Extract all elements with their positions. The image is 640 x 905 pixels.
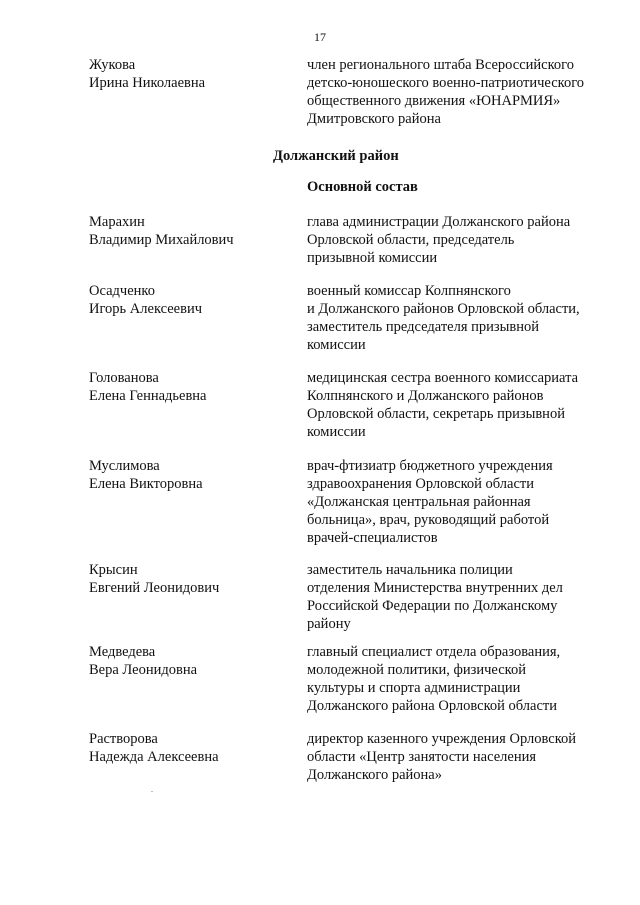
member-name bbox=[89, 457, 289, 493]
member-name bbox=[89, 56, 289, 92]
member-surname: Муслимова bbox=[89, 458, 160, 474]
page-number: 17 bbox=[314, 30, 326, 44]
subsection-heading: Основной состав bbox=[307, 179, 418, 195]
role-line: комиссии bbox=[307, 337, 366, 353]
member-role bbox=[307, 561, 607, 633]
member-name bbox=[89, 369, 289, 405]
role-line: общественного движения «ЮНАРМИЯ» bbox=[307, 93, 561, 109]
member-given-names: Игорь Алексеевич bbox=[89, 301, 203, 317]
role-line: и Должанского районов Орловской области, bbox=[307, 301, 580, 317]
role-line: району bbox=[307, 616, 351, 632]
role-line: директор казенного учреждения Орловской bbox=[307, 731, 577, 747]
member-surname: Растворова bbox=[89, 731, 158, 747]
member-role bbox=[307, 457, 607, 547]
role-line: Дмитровского района bbox=[307, 111, 441, 127]
member-surname: Марахин bbox=[89, 214, 145, 230]
member-given-names: Ирина Николаевна bbox=[89, 75, 206, 91]
role-line: больница», врач, руководящий работой bbox=[307, 512, 550, 528]
role-line: культуры и спорта администрации bbox=[307, 680, 521, 696]
member-given-names: Елена Викторовна bbox=[89, 476, 203, 492]
member-role bbox=[307, 643, 607, 715]
role-line: призывной комиссии bbox=[307, 250, 438, 266]
role-line: Должанского района» bbox=[307, 767, 442, 783]
member-role bbox=[307, 56, 607, 128]
member-given-names: Евгений Леонидович bbox=[89, 580, 220, 596]
role-line: Российской Федерации по Должанскому bbox=[307, 598, 558, 614]
member-role bbox=[307, 213, 607, 267]
role-line: Должанского района Орловской области bbox=[307, 698, 557, 714]
role-line: детско-юношеского военно-патриотического bbox=[307, 75, 585, 91]
role-line: военный комиссар Колпнянского bbox=[307, 283, 511, 299]
role-line: медицинская сестра военного комиссариата bbox=[307, 370, 579, 386]
member-given-names: Вера Леонидовна bbox=[89, 662, 198, 678]
member-role bbox=[307, 282, 607, 354]
role-line: заместитель начальника полиции bbox=[307, 562, 513, 578]
member-name bbox=[89, 561, 289, 597]
scan-speck bbox=[151, 791, 153, 792]
member-given-names: Владимир Михайлович bbox=[89, 232, 234, 248]
role-line: Орловской области, секретарь призывной bbox=[307, 406, 565, 422]
role-line: отделения Министерства внутренних дел bbox=[307, 580, 563, 596]
member-role bbox=[307, 369, 607, 441]
member-surname: Крысин bbox=[89, 562, 138, 578]
role-line: глава администрации Должанского района bbox=[307, 214, 571, 230]
role-line: Колпнянского и Должанского районов bbox=[307, 388, 544, 404]
role-line: член регионального штаба Всероссийского bbox=[307, 57, 574, 73]
district-heading: Должанский район bbox=[273, 148, 399, 164]
member-surname: Осадченко bbox=[89, 283, 155, 299]
role-line: области «Центр занятости населения bbox=[307, 749, 537, 765]
member-name bbox=[89, 730, 289, 766]
role-line: Орловской области, председатель bbox=[307, 232, 515, 248]
member-role bbox=[307, 730, 607, 784]
role-line: молодежной политики, физической bbox=[307, 662, 526, 678]
member-surname: Голованова bbox=[89, 370, 159, 386]
role-line: врач-фтизиатр бюджетного учреждения bbox=[307, 458, 553, 474]
member-surname: Медведева bbox=[89, 644, 156, 660]
role-line: заместитель председателя призывной bbox=[307, 319, 539, 335]
role-line: «Должанская центральная районная bbox=[307, 494, 531, 510]
member-name bbox=[89, 282, 289, 318]
member-surname: Жукова bbox=[89, 57, 136, 73]
member-given-names: Надежда Алексеевна bbox=[89, 749, 219, 765]
role-line: комиссии bbox=[307, 424, 366, 440]
role-line: врачей-специалистов bbox=[307, 530, 438, 546]
member-given-names: Елена Геннадьевна bbox=[89, 388, 207, 404]
role-line: главный специалист отдела образования, bbox=[307, 644, 561, 660]
member-name bbox=[89, 213, 289, 249]
role-line: здравоохранения Орловской области bbox=[307, 476, 534, 492]
member-name bbox=[89, 643, 289, 679]
